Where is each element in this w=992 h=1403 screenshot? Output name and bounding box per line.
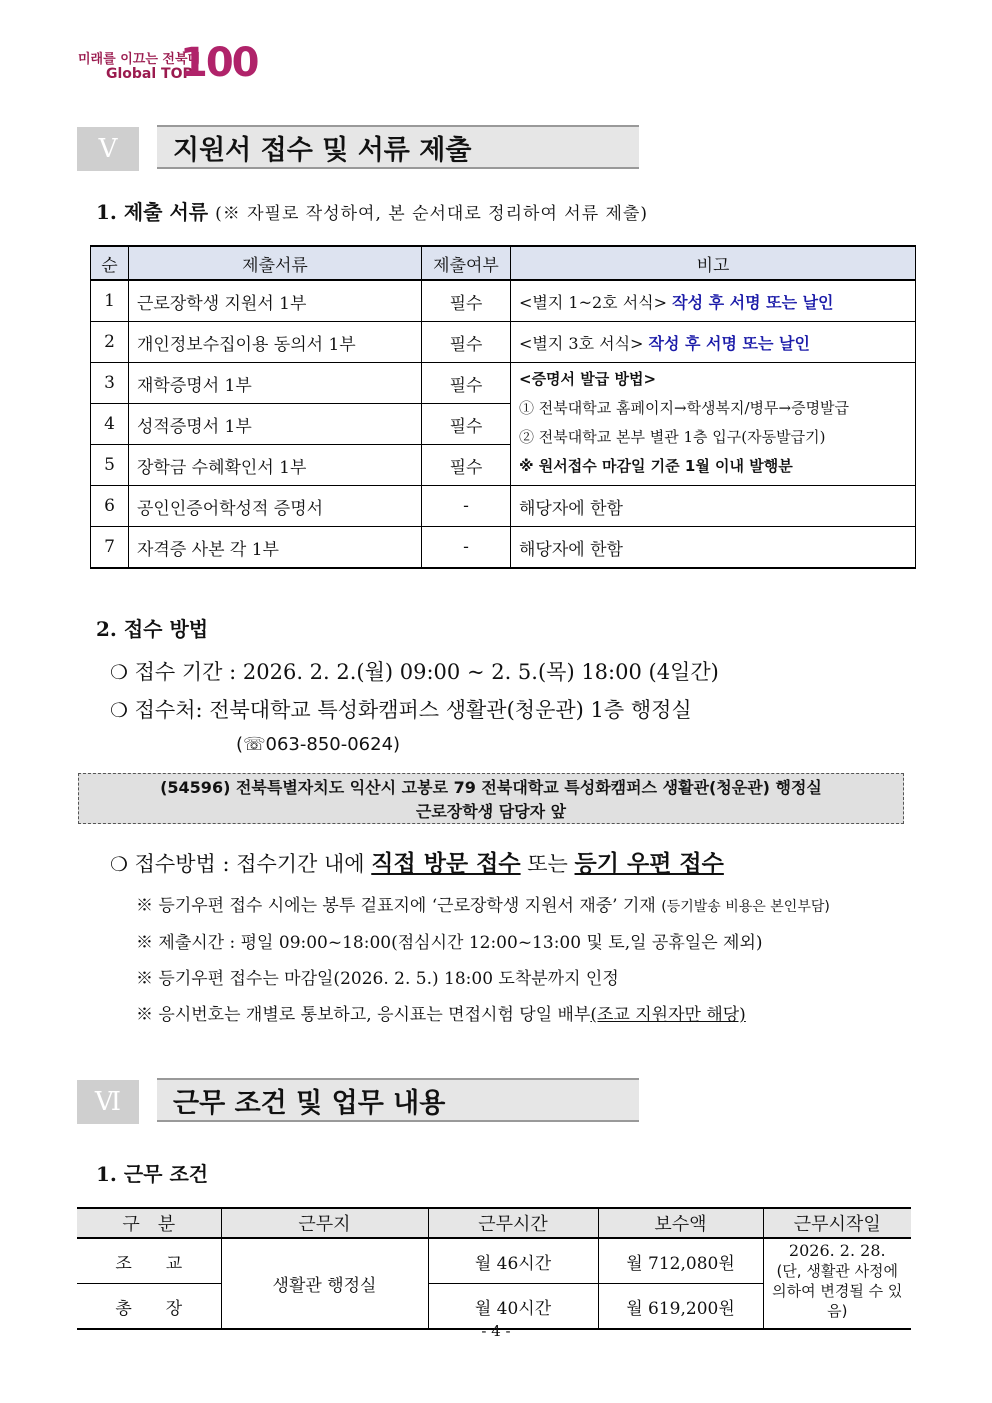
row-category: 총 장 <box>77 1284 221 1330</box>
page-number: - 4 - <box>481 1322 511 1340</box>
note-4-text: ※ 응시번호는 개별로 통보하고, 응시표는 면접시험 당일 배부 <box>136 1005 591 1025</box>
logo-slogan: 미래를 이끄는 전북대 <box>78 52 201 67</box>
row-no: 7 <box>91 527 129 569</box>
method-registered-mail: 등기 우편 접수 <box>574 850 724 877</box>
col-header-required: 제출여부 <box>422 246 511 280</box>
receipt-phone: (☏063-850-0624) <box>236 734 401 755</box>
work-table-header <box>77 1208 911 1238</box>
receipt-period-text: 접수 기간 : 2026. 2. 2.(월) 09:00 ~ 2. 5.(목) 18:00 (4일간) <box>134 660 719 684</box>
row-no: 4 <box>91 404 129 445</box>
remark-plain: <별지 1~2호 서식> <box>519 292 668 312</box>
row-document: 자격증 사본 각 1부 <box>129 527 422 569</box>
receipt-note-4 <box>136 1000 746 1025</box>
receipt-note-1 <box>136 891 830 916</box>
receipt-heading: 2. 접수 방법 <box>96 617 209 641</box>
cert-method-1: ① 전북대학교 홈페이지→학생복지/병무→증명발급 <box>519 399 850 417</box>
receipt-place <box>110 694 692 724</box>
remark-plain: <별지 3호 서식> <box>519 333 644 353</box>
receipt-method <box>110 845 724 878</box>
row-document: 개인정보수집이용 동의서 1부 <box>129 322 422 363</box>
certificate-issue-info <box>511 363 916 486</box>
col-header-location: 근무지 <box>221 1208 428 1238</box>
mailing-address-box <box>78 773 904 824</box>
start-date-note: (단, 생활관 사정에 의하여 변경될 수 있음) <box>772 1262 903 1320</box>
row-no: 3 <box>91 363 129 404</box>
receipt-method-prefix: 접수방법 : 접수기간 내에 <box>134 852 372 876</box>
row-required: 필수 <box>422 363 511 404</box>
row-required: 필수 <box>422 445 511 486</box>
row-no: 2 <box>91 322 129 363</box>
remark-bold: 작성 후 서명 또는 날인 <box>672 292 834 312</box>
start-date: 2026. 2. 28. <box>788 1241 886 1260</box>
col-header-hours: 근무시간 <box>428 1208 598 1238</box>
row-document: 성적증명서 1부 <box>129 404 422 445</box>
row-required: 필수 <box>422 322 511 363</box>
row-remark: 해당자에 한함 <box>511 527 916 569</box>
receipt-period <box>110 656 719 686</box>
col-header-pay: 보수액 <box>598 1208 763 1238</box>
row-document: 재학증명서 1부 <box>129 363 422 404</box>
row-remark: 해당자에 한함 <box>511 486 916 527</box>
table-row <box>91 280 916 322</box>
row-document: 근로장학생 지원서 1부 <box>129 280 422 322</box>
circle-bullet-icon: ❍ <box>110 660 128 684</box>
documents-table-header <box>91 246 916 280</box>
docs-heading-note: (※ 자필로 작성하여, 본 순서대로 정리하여 서류 제출) <box>215 204 648 224</box>
table-row <box>91 527 916 569</box>
col-header-remarks: 비고 <box>511 246 916 280</box>
work-start-date <box>763 1238 911 1329</box>
logo-100: 100 <box>180 40 258 86</box>
circle-bullet-icon: ❍ <box>110 852 128 876</box>
row-required: 필수 <box>422 280 511 322</box>
col-header-start-date: 근무시작일 <box>763 1208 911 1238</box>
receipt-place-text: 접수처: 전북대학교 특성화캠퍼스 생활관(청운관) 1층 행정실 <box>134 698 692 722</box>
documents-table <box>90 245 916 569</box>
work-heading: 1. 근무 조건 <box>96 1162 209 1186</box>
row-no: 6 <box>91 486 129 527</box>
work-conditions-table <box>77 1207 911 1330</box>
row-document: 장학금 수혜확인서 1부 <box>129 445 422 486</box>
row-document: 공인인증어학성적 증명서 <box>129 486 422 527</box>
row-hours: 월 40시간 <box>428 1284 598 1330</box>
note-1-text: ※ 등기우편 접수 시에는 봉투 겉표지에 ‘근로장학생 지원서 재중’ 기재 <box>136 896 656 916</box>
row-pay: 월 619,200원 <box>598 1284 763 1330</box>
table-row <box>91 363 916 404</box>
cert-method-2: ② 전북대학교 본부 별관 1층 입구(자동발급기) <box>519 428 826 446</box>
section-5-number: Ⅴ <box>77 127 139 171</box>
mailing-address: (54596) 전북특별자치도 익산시 고봉로 79 전북대학교 특성화캠퍼스 생활관(청운관) 행정실 <box>160 778 822 797</box>
remark-bold: 작성 후 서명 또는 날인 <box>648 333 810 353</box>
col-header-no: 순 <box>91 246 129 280</box>
row-no: 1 <box>91 280 129 322</box>
section-6-number: Ⅵ <box>77 1080 139 1124</box>
row-required: - <box>422 486 511 527</box>
col-header-document: 제출서류 <box>129 246 422 280</box>
col-header-category: 구 분 <box>77 1208 221 1238</box>
row-pay: 월 712,080원 <box>598 1238 763 1284</box>
table-row <box>91 486 916 527</box>
cert-title: <증명서 발급 방법> <box>519 370 657 388</box>
row-remark <box>511 280 916 322</box>
section-5-title: 지원서 접수 및 서류 제출 <box>157 125 639 169</box>
table-row <box>91 322 916 363</box>
row-category: 조 교 <box>77 1238 221 1284</box>
row-required: - <box>422 527 511 569</box>
cert-validity-note: ※ 원서접수 마감일 기준 1월 이내 발행분 <box>519 457 793 475</box>
method-in-person: 직접 방문 접수 <box>371 850 521 877</box>
table-row <box>77 1238 911 1284</box>
receipt-note-3: ※ 등기우편 접수는 마감일(2026. 2. 5.) 18:00 도착분까지 인정 <box>136 969 619 989</box>
row-no: 5 <box>91 445 129 486</box>
receipt-method-or: 또는 <box>520 852 575 876</box>
section-6-title: 근무 조건 및 업무 내용 <box>157 1078 639 1122</box>
receipt-note-2: ※ 제출시간 : 평일 09:00~18:00(점심시간 12:00~13:00 및 토,일 공휴일은 제외) <box>136 933 763 953</box>
university-logo <box>78 40 258 88</box>
docs-heading-text: 1. 제출 서류 <box>96 200 209 224</box>
work-location: 생활관 행정실 <box>221 1238 428 1329</box>
row-hours: 월 46시간 <box>428 1238 598 1284</box>
logo-global-top: Global TOP <box>106 66 193 82</box>
note-1-cost: (등기발송 비용은 본인부담) <box>661 899 830 915</box>
note-4-condition: (조교 지원자만 해당) <box>590 1005 746 1025</box>
row-remark <box>511 322 916 363</box>
mailing-recipient: 근로장학생 담당자 앞 <box>415 802 567 821</box>
circle-bullet-icon: ❍ <box>110 698 128 722</box>
docs-heading <box>96 196 648 225</box>
row-required: 필수 <box>422 404 511 445</box>
